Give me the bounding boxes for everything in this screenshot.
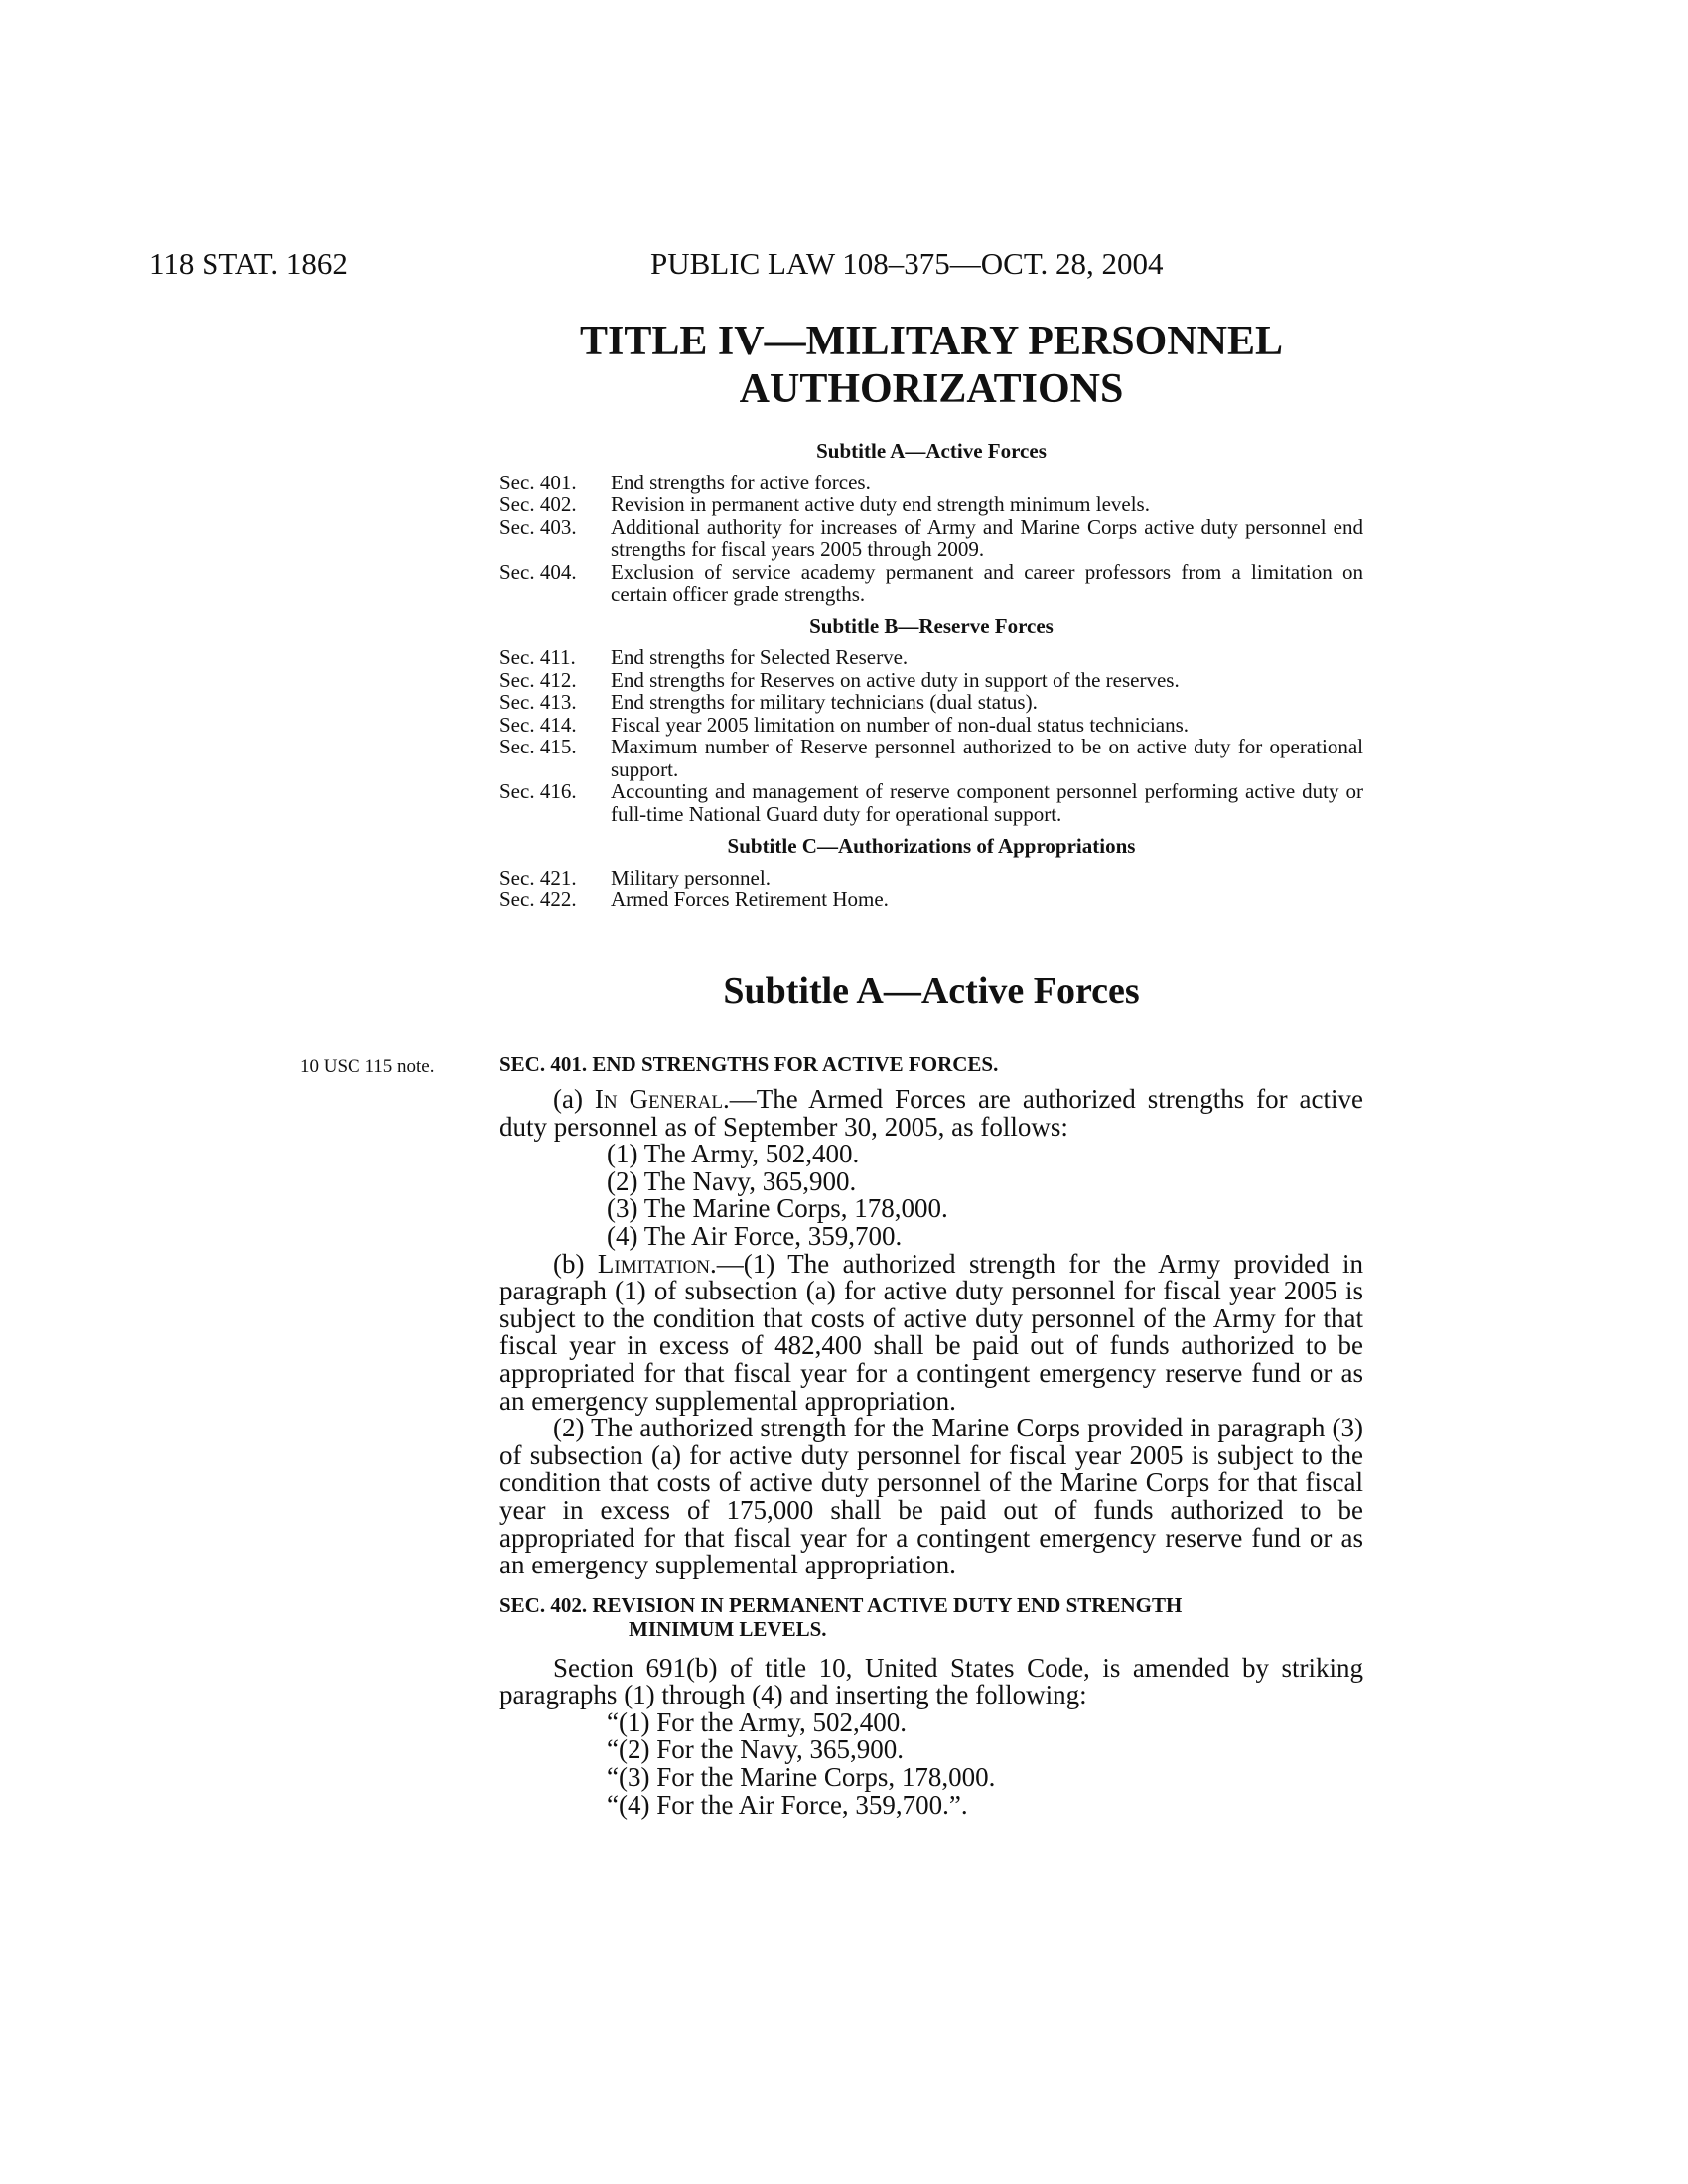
list-item: “(2) For the Navy, 365,900. <box>607 1734 904 1765</box>
toc-sec-number: Sec. 421. <box>499 865 577 889</box>
statute-page-number: 118 STAT. 1862 <box>149 246 348 281</box>
title-line-2: AUTHORIZATIONS <box>739 366 1124 412</box>
list-item: (3) The Marine Corps, 178,000. <box>607 1193 948 1224</box>
sec-401-subsection-b-2: (2) The authorized strength for the Marine Corps provided in paragraph (3) of subsection (a) for active duty personnel for fiscal year 2005 is subject to the condition that costs of active duty personnel of the Marine Corps for that fiscal year in excess of 175,000 shall be paid out of funds authorized to be appropriated for that fiscal year for a contingent emergency reserve fund or as an emergency supplemental appropriation. <box>499 1413 1363 1580</box>
subsection-label: (a) <box>553 1084 595 1114</box>
toc-sec-number: Sec. 414. <box>499 712 577 737</box>
toc-sec-title: Fiscal year 2005 limitation on number of non-dual status technicians. <box>611 712 1190 737</box>
toc-sec-number: Sec. 402. <box>499 492 577 516</box>
toc-item <box>499 867 1363 889</box>
page-header <box>0 246 1688 286</box>
toc-item <box>499 736 1363 780</box>
toc-sec-number: Sec. 415. <box>499 735 577 758</box>
margin-note: 10 USC 115 note. <box>300 1056 435 1077</box>
toc-item <box>499 493 1363 516</box>
subsection-text: .—(1) The authorized strength for the Army provided in paragraph (1) of subsection (a) for active duty personnel for fiscal year 2005 is subject to the condition that costs of active duty personnel of the Army for that fiscal year in excess of 482,400 shall be paid out of funds authorized to be appropriated for that fiscal year for a contingent emergency reserve fund or as an emergency supplemental appropriation. <box>499 1248 1363 1416</box>
toc-sec-title: End strengths for Reserves on active duty in support of the reserves. <box>611 667 1180 692</box>
public-law-citation: PUBLIC LAW 108–375—OCT. 28, 2004 <box>650 246 1164 281</box>
subsection-caption: Limitation <box>597 1248 711 1279</box>
toc-item <box>499 714 1363 737</box>
toc-sec-title: End strengths for military technicians (dual status). <box>611 690 1038 714</box>
toc-sec-title: Accounting and management of reserve component personnel performing active duty or full-time National Guard duty for operational support. <box>611 779 1363 826</box>
sec-402-heading-line-2: MINIMUM LEVELS. <box>629 1616 827 1641</box>
sec-401-heading: SEC. 401. END STRENGTHS FOR ACTIVE FORCES. <box>499 1052 999 1076</box>
toc-sec-number: Sec. 422. <box>499 887 577 911</box>
toc-sec-title: Maximum number of Reserve personnel authorized to be on active duty for operational support. <box>611 735 1363 781</box>
list-item: (4) The Air Force, 359,700. <box>607 1220 903 1251</box>
toc-sec-title: Exclusion of service academy permanent and career professors from a limitation on certain officer grade strengths. <box>611 559 1363 606</box>
sec-402-amendment-list <box>499 1706 1363 1820</box>
sec-402-text: Section 691(b) of title 10, United States Code, is amended by striking paragraphs (1) through (4) and inserting the following: <box>499 1652 1363 1710</box>
toc-sec-title: Additional authority for increases of Army and Marine Corps active duty personnel end strengths for fiscal years 2005 through 2009. <box>611 514 1363 561</box>
toc-sec-number: Sec. 412. <box>499 667 577 692</box>
toc-subtitle-c: Subtitle C—Authorizations of Appropriations <box>727 834 1136 858</box>
toc-sec-number: Sec. 416. <box>499 779 577 803</box>
toc-sec-title: End strengths for active forces. <box>611 470 871 494</box>
list-item: “(3) For the Marine Corps, 178,000. <box>607 1762 996 1793</box>
list-item: “(4) For the Air Force, 359,700.”. <box>607 1789 968 1820</box>
toc-sec-title: End strengths for Selected Reserve. <box>611 645 909 669</box>
toc-sec-number: Sec. 403. <box>499 514 577 539</box>
toc-sec-number: Sec. 413. <box>499 690 577 714</box>
subsection-label: (b) <box>553 1248 598 1279</box>
toc-sec-title: Military personnel. <box>611 865 771 889</box>
list-item: (1) The Army, 502,400. <box>607 1139 860 1169</box>
toc-subtitle-a: Subtitle A—Active Forces <box>816 439 1047 463</box>
title-heading <box>499 318 1363 413</box>
toc-sec-title: Revision in permanent active duty end strength minimum levels. <box>611 492 1150 516</box>
sec-401-subsection-b <box>499 1248 1363 1416</box>
title-line-1: TITLE IV—MILITARY PERSONNEL <box>580 319 1283 364</box>
toc-sec-number: Sec. 411. <box>499 645 576 669</box>
body-text <box>499 1052 1363 1819</box>
toc-item <box>499 472 1363 494</box>
sec-402-heading <box>499 1593 1363 1641</box>
table-of-contents <box>499 440 1363 911</box>
toc-item <box>499 888 1363 911</box>
list-item: (2) The Navy, 365,900. <box>607 1165 857 1196</box>
sec-401-subsection-a <box>499 1086 1363 1141</box>
subsection-caption: In General <box>594 1084 723 1114</box>
toc-sec-title: Armed Forces Retirement Home. <box>611 887 889 911</box>
toc-item <box>499 646 1363 669</box>
toc-item <box>499 780 1363 825</box>
toc-item <box>499 561 1363 606</box>
toc-sec-number: Sec. 401. <box>499 470 577 494</box>
toc-item <box>499 691 1363 714</box>
sec-401-strength-list <box>499 1141 1363 1250</box>
toc-item <box>499 516 1363 561</box>
toc-subtitle-b: Subtitle B—Reserve Forces <box>809 614 1054 638</box>
sec-402-heading-line-1: SEC. 402. REVISION IN PERMANENT ACTIVE DUTY END STRENGTH <box>499 1592 1183 1617</box>
toc-item <box>499 669 1363 692</box>
toc-sec-number: Sec. 404. <box>499 559 577 584</box>
subtitle-a-heading: Subtitle A—Active Forces <box>723 970 1140 1012</box>
subsection-text: .—The Armed Forces are authorized strengths for active duty personnel as of September 30, 2005, as follows: <box>499 1084 1364 1142</box>
list-item: “(1) For the Army, 502,400. <box>607 1706 907 1737</box>
